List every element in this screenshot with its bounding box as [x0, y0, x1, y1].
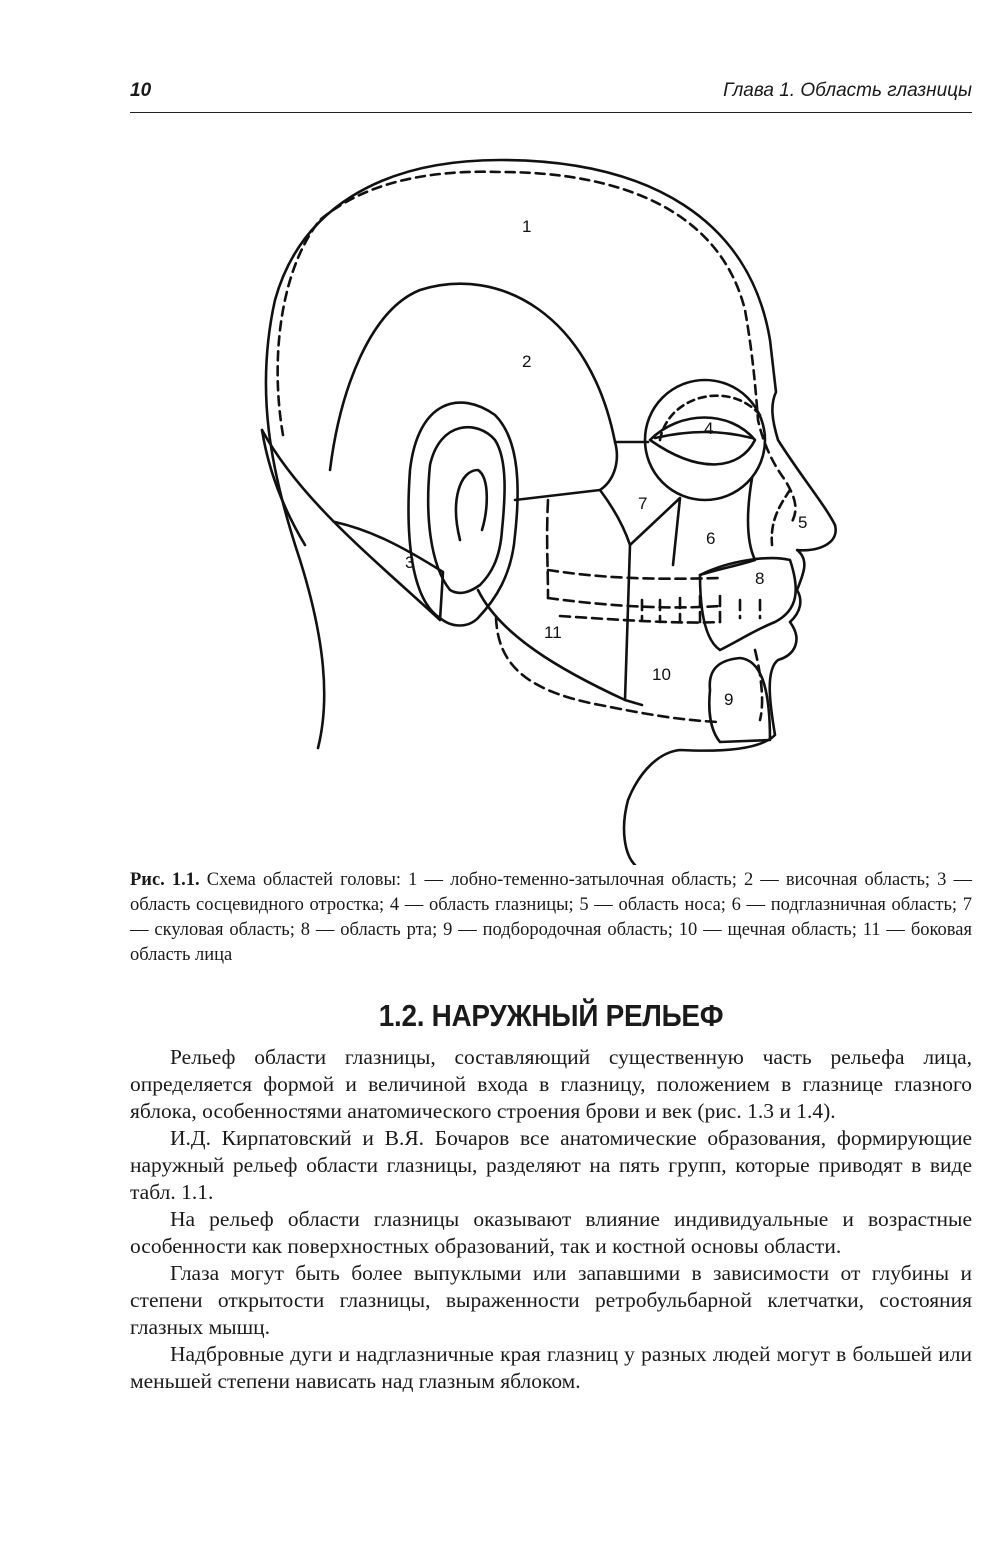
region-1-inner-dashed: [278, 172, 796, 525]
label-region-3: 3: [405, 553, 415, 572]
ear-inner: [428, 427, 504, 593]
label-region-9: 9: [724, 690, 734, 709]
label-region-8: 8: [755, 569, 765, 588]
teeth-dashed: [548, 570, 720, 623]
figure-caption-text: Схема областей головы: 1 — лобно-теменно-затылочная область; 2 — височная область; 3 — область сосцевидного отростка; 4 — область глазницы; 5 — область носа; 6 — подглазничная область; 7 — скуловая область; 8 — область рта; 9 — подбородочная область; 10 — щечная область; 11 — боковая область лица: [130, 870, 973, 965]
label-region-4: 4: [704, 419, 714, 438]
label-region-5: 5: [798, 513, 808, 532]
paragraph: Надбровные дуги и надглазничные края глазниц у разных людей могут в большей или меньшей степени нависать над глазным яблоком.: [130, 1342, 972, 1393]
label-region-6: 6: [706, 529, 716, 548]
label-region-11: 11: [544, 623, 562, 642]
paragraph: На рельеф области глазницы оказывают влияние индивидуальные и возрастные особенности как поверхностных образований, так и костной основы области.: [130, 1207, 972, 1258]
region-2-outline: [330, 284, 648, 470]
figure-caption-label: Рис. 1.1.: [130, 870, 200, 890]
paragraph: И.Д. Кирпатовский и В.Я. Бочаров все анатомические образования, формирующие наружный рельеф области глазницы, разделяют на пять групп, которые приводят в виде табл. 1.1.: [130, 1126, 972, 1204]
label-region-10: 10: [652, 665, 671, 684]
label-region-7: 7: [638, 494, 648, 513]
paragraph: Рельеф области глазницы, составляющий существенную часть рельефа лица, определяется формой и величиной входа в глазницу, положением в глазнице глазного яблока, особенностями анатомического строения брови и век (рис. 1.3 и 1.4).: [130, 1045, 972, 1123]
chapter-title: Глава 1. Область глазницы: [723, 80, 972, 101]
page-number: 10: [130, 80, 152, 101]
head-outline: [266, 160, 836, 865]
label-region-2: 2: [522, 352, 532, 371]
figure-caption: [130, 868, 972, 968]
region-11-outline: [478, 590, 642, 705]
head-regions-diagram: [240, 150, 860, 865]
paragraph: Глаза могут быть более выпуклыми или запавшими в зависимости от глубины и степени открытости глазницы, выраженности ретробульбарной клетчатки, состояния глазных мышц.: [130, 1261, 972, 1339]
body-text: [130, 1044, 972, 1395]
page-header: [130, 78, 972, 113]
section-title: 1.2. НАРУЖНЫЙ РЕЛЬЕФ: [378, 998, 724, 1033]
region-5-nose-dashed: [772, 490, 790, 545]
label-region-1: 1: [522, 217, 532, 236]
region-10-outline: [625, 545, 630, 700]
